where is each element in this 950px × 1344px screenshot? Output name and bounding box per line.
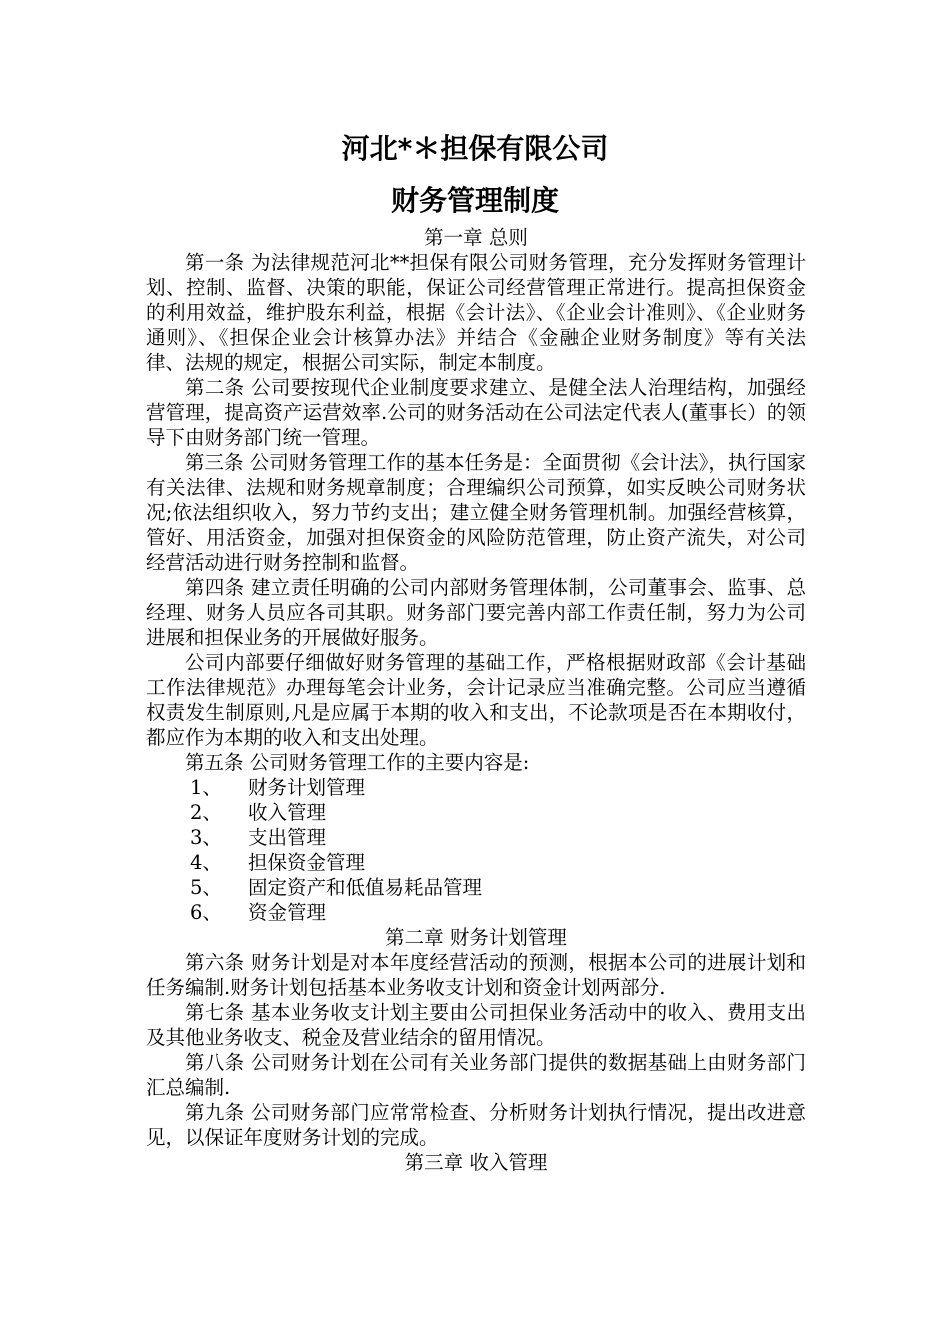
list-item [146,800,806,825]
list-item-number: 3、 [190,826,222,849]
chapter-heading-2: 第二章 财务计划管理 [385,926,567,949]
list-item-text: 固定资产和低值易耗品管理 [248,876,483,899]
article-5: 第五条 公司财务管理工作的主要内容是: [185,751,530,774]
list-item-text: 收入管理 [248,801,327,824]
chapter-heading-3: 第三章 收入管理 [404,1151,548,1174]
article-7: 第七条 基本业务收支计划主要由公司担保业务活动中的收入、费用支出及其他业务收支、税金及营业结余的留用情况。 [146,1001,806,1049]
chapter-heading-1: 第一章 总则 [424,226,528,249]
list-item-text: 支出管理 [248,826,327,849]
list-item [146,900,806,925]
document-title: 河北*＊担保有限公司 [341,132,609,165]
list-item-number: 6、 [190,901,222,924]
article-1: 第一条 为法律规范河北**担保有限公司财务管理，充分发挥财务管理计划、控制、监督、决策的职能，保证公司经营管理正常进行。提高担保资金的利用效益，维护股东利益，根据《会计法》、《企业会计准则》、《企业财务通则》、《担保企业会计核算办法》并结合《金融企业财务制度》等有关法律、法规的规定，根据公司实际，制定本制度。 [146,251,806,374]
list-item-text: 担保资金管理 [248,851,366,874]
list-item [146,850,806,875]
article-3: 第三条 公司财务管理工作的基本任务是：全面贯彻《会计法》，执行国家有关法律、法规和财务规章制度；合理编织公司预算，如实反映公司财务状况;依法组织收入，努力节约支出；建立健全财务管理机制。加强经营核算，管好、用活资金，加强对担保资金的风险防范管理，防止资产流失，对公司经营活动进行财务控制和监督。 [146,451,806,574]
article-4-continued: 公司内部要仔细做好财务管理的基础工作，严格根据财政部《会计基础工作法律规范》办理每笔会计业务，会计记录应当准确完整。公司应当遵循权责发生制原则,凡是应属于本期的收入和支出，不论款项是否在本期收付，都应作为本期的收入和支出处理。 [146,651,806,749]
article-6: 第六条 财务计划是对本年度经营活动的预测，根据本公司的进展计划和任务编制.财务计划包括基本业务收支计划和资金计划两部分. [146,951,806,999]
document-body [146,225,806,1175]
content-list [146,775,806,925]
article-9: 第九条 公司财务部门应常常检查、分析财务计划执行情况，提出改进意见，以保证年度财务计划的完成。 [146,1101,806,1149]
list-item [146,775,806,800]
list-item-text: 财务计划管理 [248,776,366,799]
document-subtitle: 财务管理制度 [390,184,559,217]
list-item-number: 5、 [190,876,222,899]
list-item-text: 资金管理 [248,901,327,924]
list-item [146,825,806,850]
article-4: 第四条 建立责任明确的公司内部财务管理体制，公司董事会、监事、总经理、财务人员应各司其职。财务部门要完善内部工作责任制，努力为公司进展和担保业务的开展做好服务。 [146,576,806,649]
list-item-number: 2、 [190,801,222,824]
article-8: 第八条 公司财务计划在公司有关业务部门提供的数据基础上由财务部门汇总编制. [146,1051,806,1099]
article-2: 第二条 公司要按现代企业制度要求建立、是健全法人治理结构，加强经营管理，提高资产运营效率.公司的财务活动在公司法定代表人(董事长）的领导下由财务部门统一管理。 [146,376,806,449]
list-item [146,875,806,900]
list-item-number: 4、 [190,851,222,874]
list-item-number: 1、 [190,776,222,799]
